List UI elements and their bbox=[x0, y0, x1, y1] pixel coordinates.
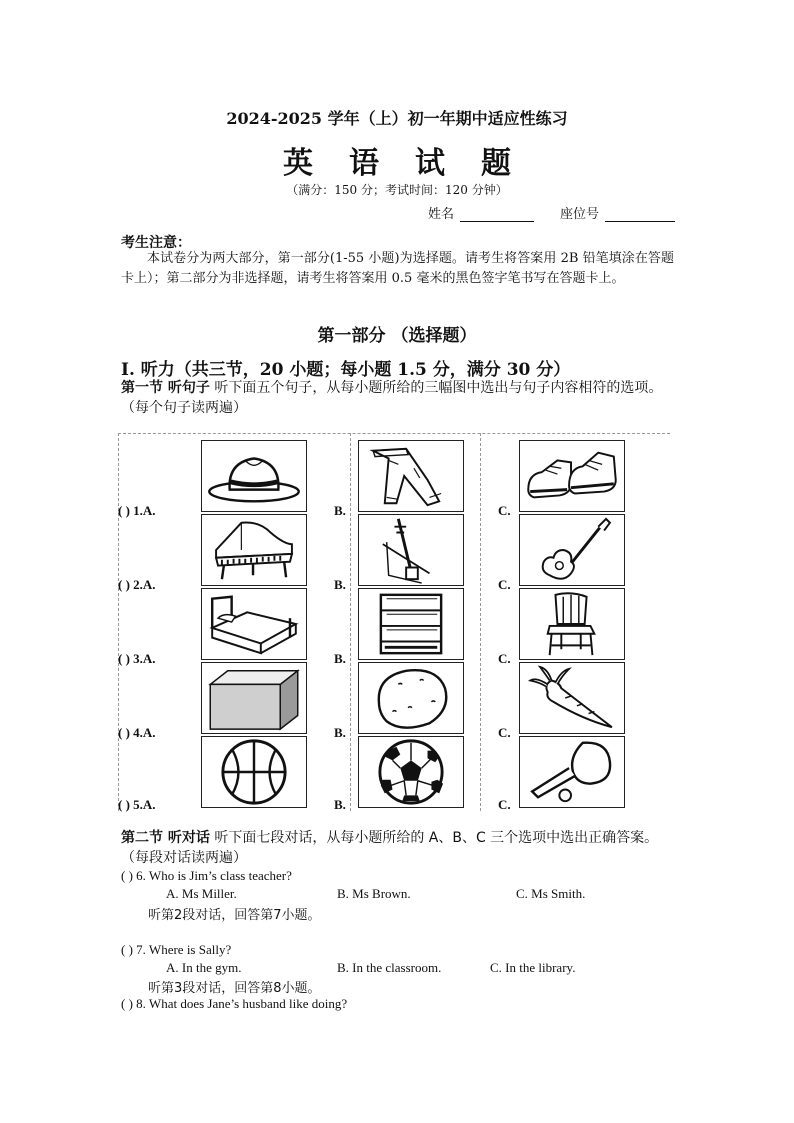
exam-info: （满分：150 分；考试时间：120 分钟） bbox=[286, 183, 508, 197]
q2-label: ( ) 2.A. bbox=[118, 577, 156, 592]
box-icon bbox=[202, 663, 306, 733]
q4-label: ( ) 4.A. bbox=[118, 725, 156, 740]
q1-label: ( ) 1.A. bbox=[118, 503, 156, 518]
q3-c-label: C. bbox=[498, 651, 511, 666]
q2-b-label: B. bbox=[334, 577, 346, 592]
instruction-q7: 听第2段对话，回答第7小题。 bbox=[148, 908, 321, 923]
option-5b[interactable] bbox=[358, 736, 464, 808]
q7-option-c[interactable]: C. In the library. bbox=[490, 960, 576, 975]
option-1a[interactable] bbox=[201, 440, 307, 512]
q3-b-label: B. bbox=[334, 651, 346, 666]
q6-option-b[interactable]: B. Ms Brown. bbox=[337, 886, 411, 901]
option-4b[interactable] bbox=[358, 662, 464, 734]
jeans-icon bbox=[359, 441, 463, 511]
bookshelf-icon bbox=[359, 589, 463, 659]
part1-title: 第一部分 （选择题） bbox=[317, 326, 477, 346]
q7-stem: ( ) 7. Where is Sally? bbox=[121, 942, 232, 957]
name-blank[interactable] bbox=[460, 209, 534, 222]
option-3a[interactable] bbox=[201, 588, 307, 660]
bed-icon bbox=[202, 589, 306, 659]
listening-title: I. 听力（共三节，20 小题；每小题 1.5 分，满分 30 分） bbox=[121, 360, 571, 380]
hat-icon bbox=[202, 441, 306, 511]
soccer-ball-icon bbox=[359, 737, 463, 807]
exam-title: 2024-2025 学年（上）初一年期中适应性练习 bbox=[226, 109, 568, 128]
q7-option-a[interactable]: A. In the gym. bbox=[166, 960, 242, 975]
option-3c[interactable] bbox=[519, 588, 625, 660]
q2-c-label: C. bbox=[498, 577, 511, 592]
option-5c[interactable] bbox=[519, 736, 625, 808]
grid-divider bbox=[480, 433, 481, 811]
option-2c[interactable] bbox=[519, 514, 625, 586]
q3-label: ( ) 3.A. bbox=[118, 651, 156, 666]
option-1b[interactable] bbox=[358, 440, 464, 512]
q6-option-a[interactable]: A. Ms Miller. bbox=[166, 886, 237, 901]
section2-instruction bbox=[121, 828, 676, 868]
erhu-icon bbox=[359, 515, 463, 585]
q6-option-c[interactable]: C. Ms Smith. bbox=[516, 886, 586, 901]
option-2b[interactable] bbox=[358, 514, 464, 586]
q5-label: ( ) 5.A. bbox=[118, 797, 156, 812]
notice-title: 考生注意： bbox=[121, 235, 191, 251]
carrot-icon bbox=[520, 663, 624, 733]
name-label: 姓名 bbox=[428, 207, 455, 222]
instruction-q8: 听第3段对话，回答第8小题。 bbox=[148, 981, 321, 996]
potato-icon bbox=[359, 663, 463, 733]
seat-label: 座位号 bbox=[560, 207, 600, 222]
option-1c[interactable] bbox=[519, 440, 625, 512]
q5-c-label: C. bbox=[498, 797, 511, 812]
option-4c[interactable] bbox=[519, 662, 625, 734]
q4-c-label: C. bbox=[498, 725, 511, 740]
guitar-icon bbox=[520, 515, 624, 585]
option-3b[interactable] bbox=[358, 588, 464, 660]
grid-divider bbox=[350, 433, 351, 811]
seat-blank[interactable] bbox=[605, 209, 675, 222]
option-4a[interactable] bbox=[201, 662, 307, 734]
q7-option-b[interactable]: B. In the classroom. bbox=[337, 960, 442, 975]
basketball-icon bbox=[202, 737, 306, 807]
q6-stem: ( ) 6. Who is Jim’s class teacher? bbox=[121, 868, 292, 883]
subject-title: 英语试题 bbox=[283, 146, 547, 181]
ping-pong-icon bbox=[520, 737, 624, 807]
section1-text: 听下面五个句子，从每小题所给的三幅图中选出与句子内容相符的选项。（每个句子读两遍） bbox=[121, 380, 663, 416]
section1-instruction bbox=[121, 378, 676, 418]
option-2a[interactable] bbox=[201, 514, 307, 586]
q8-stem: ( ) 8. What does Jane’s husband like doing? bbox=[121, 996, 348, 1011]
section1-heading: 第一节 听句子 bbox=[121, 380, 210, 396]
q1-b-label: B. bbox=[334, 503, 346, 518]
chair-icon bbox=[520, 589, 624, 659]
name-seat-row bbox=[428, 203, 675, 222]
q4-b-label: B. bbox=[334, 725, 346, 740]
shoes-icon bbox=[520, 441, 624, 511]
q5-b-label: B. bbox=[334, 797, 346, 812]
notice-body: 本试卷分为两大部分，第一部分(1-55 小题)为选择题。请考生将答案用 2B 铅笔填涂在答题卡上）；第二部分为非选择题，请考生将答案用 0.5 毫米的黑色签字笔书写在答题卡上。 bbox=[121, 251, 674, 286]
q1-c-label: C. bbox=[498, 503, 511, 518]
piano-icon bbox=[202, 515, 306, 585]
grid-divider bbox=[118, 433, 119, 811]
section2-text: 听下面七段对话，从每小题所给的 A、B、C 三个选项中选出正确答案。（每段对话读两遍） bbox=[121, 830, 659, 866]
section2-heading: 第二节 听对话 bbox=[121, 830, 210, 846]
option-5a[interactable] bbox=[201, 736, 307, 808]
